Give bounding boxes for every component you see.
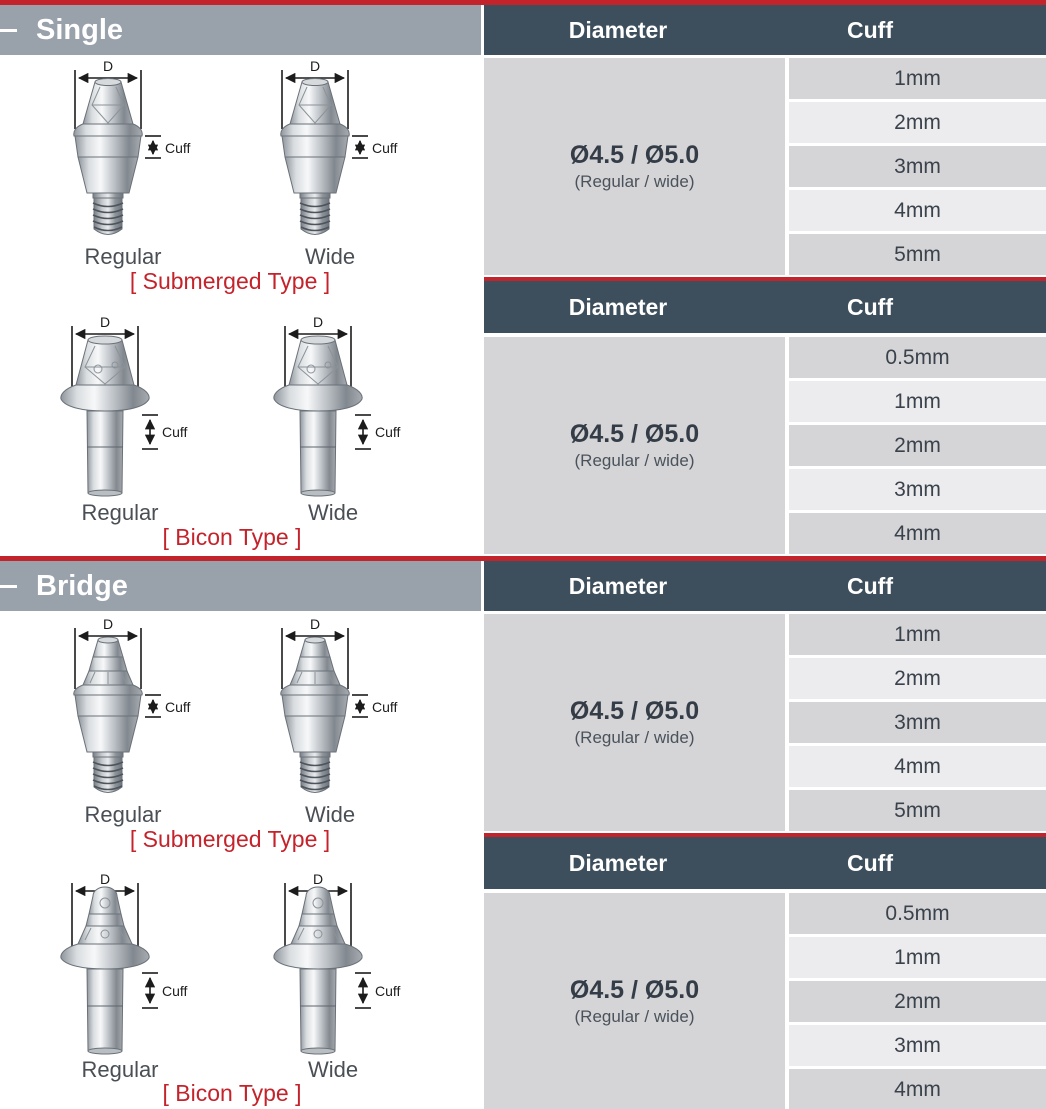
column-header-diameter: Diameter: [568, 17, 668, 43]
cuff-label: Cuff: [372, 699, 398, 715]
variant-label-wide: Wide: [307, 500, 359, 525]
cuff-label: Cuff: [165, 699, 191, 715]
d-label: D: [309, 58, 321, 74]
cuff-row: 2mm: [789, 102, 1046, 143]
abutment-wide-bicon: [258, 313, 408, 503]
cuff-row: 3mm: [789, 1025, 1046, 1066]
table-header: [484, 561, 1046, 611]
cuff-row: 1mm: [789, 614, 1046, 655]
type-label-bicon: [ Bicon Type ]: [162, 524, 302, 550]
variant-label-regular: Regular: [84, 244, 162, 269]
cuff-row: 1mm: [789, 937, 1046, 978]
d-label: D: [312, 314, 324, 330]
diameter-cell: [484, 58, 785, 275]
section-dash: [0, 585, 17, 588]
d-label: D: [102, 58, 114, 74]
abutment-regular-bridge-submerged: [48, 615, 198, 805]
d-label: D: [312, 871, 324, 887]
section-title: Bridge: [36, 570, 128, 602]
cuff-row: 5mm: [789, 790, 1046, 831]
variant-label-regular: Regular: [81, 500, 159, 525]
type-label-submerged: [ Submerged Type ]: [129, 268, 331, 294]
cuff-label: Cuff: [165, 140, 191, 156]
abutment-body: [281, 79, 349, 235]
abutment-wide-bridge-bicon: [258, 870, 408, 1060]
cuff-dimension: [355, 415, 401, 449]
cuff-row: 4mm: [789, 746, 1046, 787]
cuff-dimension: [352, 136, 398, 158]
diameter-cell: [484, 614, 785, 831]
diameter-note: (Regular / wide): [574, 172, 695, 191]
cuff-row: 0.5mm: [789, 893, 1046, 934]
cuff-row: 2mm: [789, 658, 1046, 699]
cuff-dimension: [145, 136, 191, 158]
column-header-cuff: Cuff: [847, 17, 893, 43]
diameter-value: Ø4.5 / Ø5.0: [569, 975, 700, 1004]
abutment-body: [274, 336, 362, 496]
column-header-diameter: Diameter: [568, 850, 668, 876]
abutment-body: [74, 637, 142, 793]
variant-label-wide: Wide: [304, 244, 356, 269]
abutment-body: [61, 887, 149, 1054]
cuff-row: 3mm: [789, 146, 1046, 187]
abutment-regular-bicon: [45, 313, 195, 503]
column-header-cuff: Cuff: [847, 573, 893, 599]
d-label: D: [99, 314, 111, 330]
cuff-row: 4mm: [789, 1069, 1046, 1109]
diameter-note: (Regular / wide): [574, 451, 695, 470]
column-header-cuff: Cuff: [847, 850, 893, 876]
cuff-row: 1mm: [789, 58, 1046, 99]
type-label-bicon: [ Bicon Type ]: [162, 1080, 302, 1106]
cuff-dimension: [145, 695, 191, 717]
variant-label-regular: Regular: [81, 1057, 159, 1082]
cuff-label: Cuff: [375, 983, 401, 999]
d-label: D: [102, 616, 114, 632]
cuff-dimension: [355, 973, 401, 1008]
cuff-dimension: [142, 973, 188, 1008]
column-header-diameter: Diameter: [568, 294, 668, 320]
cuff-row: 4mm: [789, 190, 1046, 231]
section-dash: [0, 29, 17, 32]
cuff-rows: [789, 893, 1046, 1109]
diameter-cell: [484, 893, 785, 1109]
cuff-rows: [789, 58, 1046, 275]
cuff-row: 0.5mm: [789, 337, 1046, 378]
cuff-rows: [789, 337, 1046, 554]
cuff-row: 3mm: [789, 702, 1046, 743]
cuff-row: 2mm: [789, 981, 1046, 1022]
d-label: D: [99, 871, 111, 887]
cuff-row: 1mm: [789, 381, 1046, 422]
abutment-wide-bridge-submerged: [255, 615, 405, 805]
column-header-diameter: Diameter: [568, 573, 668, 599]
cuff-row: 4mm: [789, 513, 1046, 554]
diameter-note: (Regular / wide): [574, 1006, 695, 1026]
section-title: Single: [36, 14, 124, 46]
cuff-row: 5mm: [789, 234, 1046, 275]
cuff-row: 2mm: [789, 425, 1046, 466]
abutment-body: [61, 336, 149, 496]
cuff-dimension: [142, 415, 188, 449]
abutment-wide-submerged: [255, 57, 405, 247]
table-header: [484, 837, 1046, 889]
diameter-cell: [484, 337, 785, 554]
cuff-label: Cuff: [162, 983, 188, 999]
variant-label-wide: Wide: [307, 1057, 359, 1082]
variant-label-wide: Wide: [304, 802, 356, 827]
abutment-body: [74, 79, 142, 235]
abutment-body: [281, 637, 349, 793]
diameter-value: Ø4.5 / Ø5.0: [569, 697, 700, 725]
table-header: [484, 281, 1046, 333]
diameter-value: Ø4.5 / Ø5.0: [569, 141, 700, 169]
cuff-label: Cuff: [162, 424, 188, 440]
variant-label-regular: Regular: [84, 802, 162, 827]
section-bar-bridge: [0, 561, 481, 611]
cuff-rows: [789, 614, 1046, 831]
diameter-value: Ø4.5 / Ø5.0: [569, 420, 700, 448]
cuff-dimension: [352, 695, 398, 717]
cuff-label: Cuff: [372, 140, 398, 156]
section-bar-single: [0, 5, 481, 55]
abutment-regular-submerged: [48, 57, 198, 247]
d-label: D: [309, 616, 321, 632]
table-header: [484, 5, 1046, 55]
cuff-label: Cuff: [375, 424, 401, 440]
type-label-submerged: [ Submerged Type ]: [129, 826, 331, 852]
column-header-cuff: Cuff: [847, 294, 893, 320]
cuff-row: 3mm: [789, 469, 1046, 510]
abutment-regular-bridge-bicon: [45, 870, 195, 1060]
diameter-note: (Regular / wide): [574, 728, 695, 747]
abutment-body: [274, 887, 362, 1054]
